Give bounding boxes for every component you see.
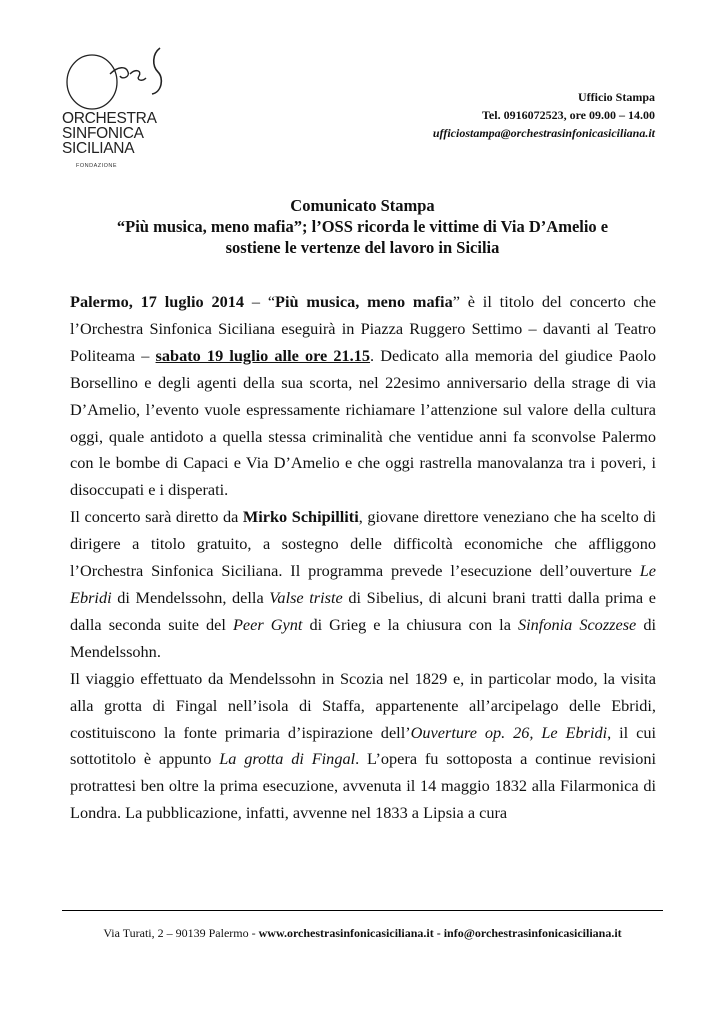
logo-line: SICILIANA: [62, 140, 135, 157]
footer-separator: -: [433, 926, 444, 940]
text-run: Il concerto sarà diretto da: [70, 507, 243, 527]
work-title: Le Ebridi: [70, 561, 656, 607]
footer-divider: [62, 910, 663, 911]
work-title: Ouverture op. 26, Le Ebridi: [410, 722, 608, 742]
press-office-email[interactable]: ufficiostampa@orchestrasinfonicasiciliana.it: [432, 126, 655, 140]
press-release-heading: [62, 195, 663, 258]
text-run: Il viaggio effettuato da Mendelssohn in Scozia nel 1829 e, in particolar modo, la visita alla grotta di Fingal nell’isola di Staffa, appartenente all’arcipelago delle Ebridi, costituiscono la fonte primaria d’ispirazione dell’: [70, 668, 656, 742]
logo-wordmark: [62, 111, 157, 156]
logo-line: ORCHESTRA: [62, 110, 157, 127]
heading-line: “Più musica, meno mafia”; l’OSS ricorda le vittime di Via D’Amelio e: [116, 217, 609, 236]
footer-email-link[interactable]: info@orchestrasinfonicasiciliana.it: [443, 926, 622, 940]
paragraph: [70, 289, 656, 504]
text-run: di Grieg e la chiusura con la: [302, 614, 518, 634]
paragraph: [70, 666, 656, 827]
work-title: La grotta di Fingal: [219, 749, 356, 769]
heading-line: Comunicato Stampa: [290, 196, 435, 215]
footer-address: Via Turati, 2 – 90139 Palermo -: [103, 926, 259, 940]
logo-mark-icon: [62, 44, 182, 114]
text-run: . L’opera fu sottoposta a continue revisioni protrattesi ben oltre la prima esecuzione, avvenuta il 14 maggio 1832 alla Filarmonica di Londra. La pubblicazione, infatti, avvenne nel 1833 a Lipsia a cura: [70, 749, 656, 823]
concert-datetime: sabato 19 luglio alle ore 21.15: [155, 345, 371, 365]
conductor-name: Mirko Schipilliti: [242, 507, 359, 527]
concert-title: Più musica, meno mafia: [275, 292, 453, 311]
text-run: – “: [244, 292, 276, 311]
text-run: di Mendelssohn, della: [111, 587, 270, 607]
heading-line: sostiene le vertenze del lavoro in Sicilia: [225, 238, 500, 257]
text-run: di Sibelius, di alcuni brani tratti dalla prima e dalla seconda suite del: [70, 587, 656, 634]
press-office-contact: [433, 88, 655, 142]
press-office-phone: Tel. 0916072523, ore 09.00 – 14.00: [482, 108, 655, 122]
text-run: . Dedicato alla memoria del giudice Paolo Borsellino e degli agenti della sua scorta, nel 22esimo anniversario della strage di via D’Amelio, l’evento vuole espressamente richiamare l’attenzione sul valore della cultura oggi, quale antidoto a quella stessa criminalità che ventidue anni fa sconvolse Palermo con le bombe di Capaci e Via D’Amelio e che oggi rastrella manovalanza tra i poveri, i disoccupati e i disperati.: [70, 345, 657, 500]
paragraph: [70, 504, 656, 665]
text-run: , giovane direttore veneziano che ha scelto di dirigere a titolo gratuito, a sostegno delle difficoltà economiche che affliggono l’Orchestra Sinfonica Siciliana. Il programma prevede l’esecuzione dell’ouverture: [70, 507, 657, 581]
text-run: di Mendelssohn.: [70, 614, 657, 661]
orchestra-logo: [62, 44, 182, 174]
footer: [62, 926, 663, 941]
text-run: ” è il titolo del concerto che l’Orchestra Sinfonica Siciliana eseguirà in Piazza Ruggero Settimo – davanti al Teatro Politeama –: [70, 292, 657, 365]
work-title: Valse triste: [269, 587, 343, 607]
work-title: Peer Gynt: [232, 614, 303, 634]
work-title: Sinfonia Scozzese: [517, 614, 637, 634]
footer-website-link[interactable]: www.orchestrasinfonicasiciliana.it: [258, 926, 434, 940]
text-run: , il cui sottotitolo è appunto: [70, 722, 656, 769]
press-office-label: Ufficio Stampa: [578, 90, 655, 104]
place-date: Palermo, 17 luglio 2014: [70, 292, 245, 311]
press-release-body: [70, 289, 656, 827]
logo-line: SINFONICA: [62, 125, 144, 142]
logo-subtitle: FONDAZIONE: [76, 163, 118, 169]
